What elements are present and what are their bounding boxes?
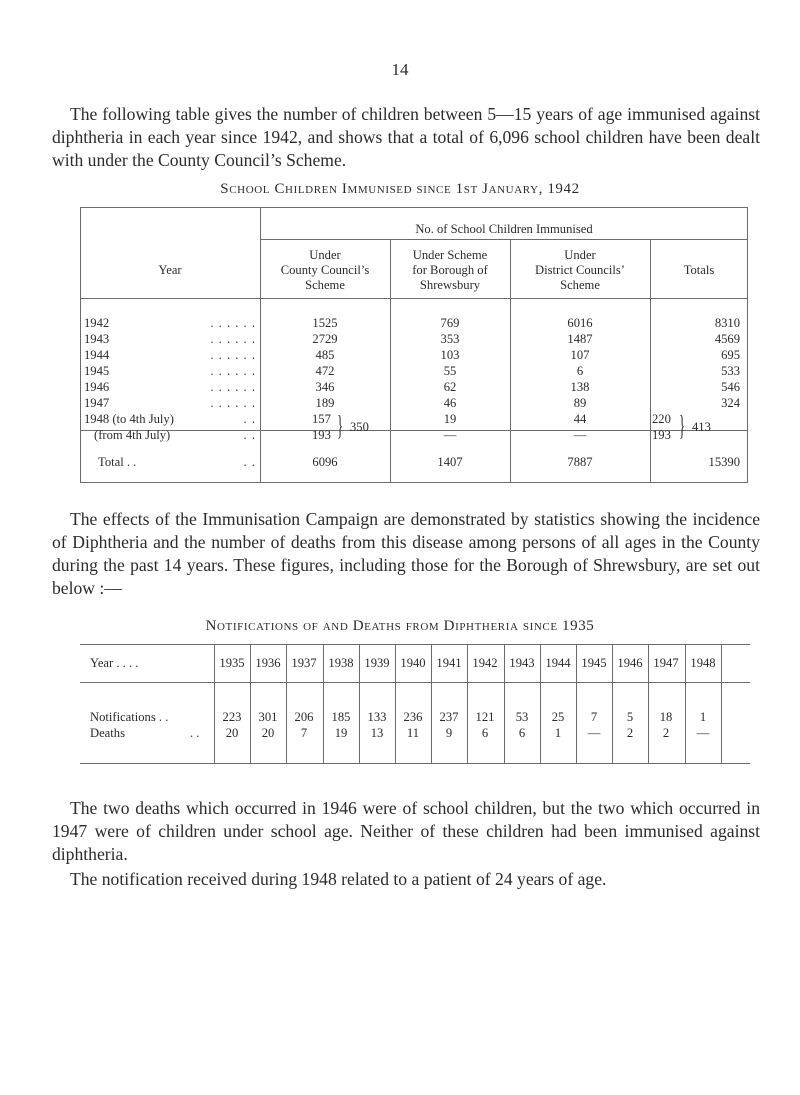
year-header-cell: 1945 [581, 656, 607, 670]
notifications-cell: 133 [367, 710, 387, 724]
table-row: 1944 . . . . . . 485 103 107 695 [84, 348, 740, 362]
table-row: 1946 . . . . . . 346 62 138 546 [84, 380, 740, 394]
intro-paragraph: The following table gives the number of children between 5—15 years of age immunised against diphtheria in each year since 1942, and shows that a total of 6,096 school children have been dealt with under the County Council’s Scheme. [52, 104, 760, 170]
year-header-cell: 1943 [509, 656, 535, 670]
notifications-cell: 25 [551, 710, 565, 724]
notifications-cell: 185 [331, 710, 351, 724]
effects-paragraph: The effects of the Immunisation Campaign are demonstrated by statistics showing the incidence of Diphtheria and the number of deaths from this disease among persons of all ages in the County during the past 14 years. These figures, including those for the Borough of Shrewsbury, are set out below :— [52, 509, 760, 598]
table-rule [80, 298, 748, 299]
notifications-cell: 237 [439, 710, 459, 724]
deaths-cell: 7 [300, 726, 308, 740]
deaths-cell: — [587, 726, 601, 740]
deaths-cell: 2 [626, 726, 634, 740]
total-row: Total . . . . 6096 1407 7887 15390 [98, 455, 740, 469]
year-header-cell: 1938 [328, 656, 354, 670]
year-header-cell: 1948 [690, 656, 716, 670]
immunisation-table [80, 195, 748, 483]
brace-icon: } [337, 411, 344, 442]
table-row: 1948 (to 4th July) . . 157 19 44 220 [84, 412, 671, 426]
sum-value: 413 [692, 420, 711, 434]
table-rule [80, 207, 748, 208]
final-paragraph: The notification received during 1948 related to a patient of 24 years of age. [70, 869, 607, 889]
notifications-cell: 206 [294, 710, 314, 724]
col-header-totals: Totals [683, 263, 715, 277]
notifications-cell: 301 [258, 710, 278, 724]
year-label: Year . . . . [90, 656, 139, 670]
table-row: 1943 . . . . . . 2729 353 1487 4569 [84, 332, 740, 346]
notifications-cell: 223 [222, 710, 242, 724]
year-header-cell: 1947 [653, 656, 679, 670]
table-row: 1942 . . . . . . 1525 769 6016 8310 [84, 316, 740, 330]
col-header-district: Under District Councils’ Scheme [535, 248, 625, 292]
col-header-borough: Under Scheme for Borough of Shrewsbury [412, 248, 488, 292]
deaths-cell: — [696, 726, 710, 740]
table-rule [80, 763, 750, 764]
deaths-cell: 9 [445, 726, 453, 740]
table-row: 1945 . . . . . . 472 55 6 533 [84, 364, 740, 378]
notifications-cell: 1 [699, 710, 707, 724]
deaths-paragraph: The two deaths which occurred in 1946 were of school children, but the two which occurred in 1947 were of children under school age. Neither of these children had been immunised against diphtheria. [52, 798, 760, 864]
sum-value: 350 [350, 420, 369, 434]
year-header-cell: 1946 [617, 656, 643, 670]
table-row: (from 4th July) . . 193 — — 193 [94, 428, 671, 442]
group-header: No. of School Children Immunised [415, 222, 593, 236]
table-rule [80, 682, 750, 683]
notifications-cell: 5 [626, 710, 634, 724]
deaths-cell: 6 [481, 726, 489, 740]
year-header-cell: 1935 [219, 656, 245, 670]
page-number: 14 [391, 60, 409, 79]
notifications-cell: 121 [475, 710, 495, 724]
table-rule [721, 644, 722, 764]
deaths-label: Deaths . . [90, 726, 200, 740]
year-header-cell: 1942 [472, 656, 498, 670]
table-row: 1947 . . . . . . 189 46 89 324 [84, 396, 740, 410]
table-rule [260, 239, 748, 240]
year-header-cell: 1936 [255, 656, 281, 670]
deaths-cell: 1 [554, 726, 562, 740]
deaths-cell: 20 [225, 726, 239, 740]
notifications-label: Notifications . . [90, 710, 169, 724]
deaths-cell: 19 [334, 726, 348, 740]
notifications-cell: 53 [515, 710, 529, 724]
year-header-cell: 1940 [400, 656, 426, 670]
year-header-cell: 1937 [291, 656, 317, 670]
deaths-cell: 20 [261, 726, 275, 740]
deaths-cell: 6 [518, 726, 526, 740]
notifications-cell: 18 [659, 710, 673, 724]
year-header: Year [158, 263, 182, 277]
col-header-county: Under County Council’s Scheme [280, 248, 370, 292]
table-rule [80, 482, 748, 483]
year-header-cell: 1939 [364, 656, 390, 670]
notifications-cell: 236 [403, 710, 423, 724]
diphtheria-table [80, 640, 750, 765]
deaths-cell: 11 [406, 726, 420, 740]
year-header-cell: 1944 [545, 656, 571, 670]
deaths-cell: 13 [370, 726, 384, 740]
table1-title: School Children Immunised since 1st January, 1942 [220, 181, 580, 197]
table-rule [80, 644, 750, 645]
brace-icon: } [679, 411, 686, 442]
notifications-cell: 7 [590, 710, 598, 724]
table2-title: Notifications of and Deaths from Diphtheria since 1935 [205, 618, 595, 634]
deaths-cell: 2 [662, 726, 670, 740]
year-header-cell: 1941 [436, 656, 462, 670]
